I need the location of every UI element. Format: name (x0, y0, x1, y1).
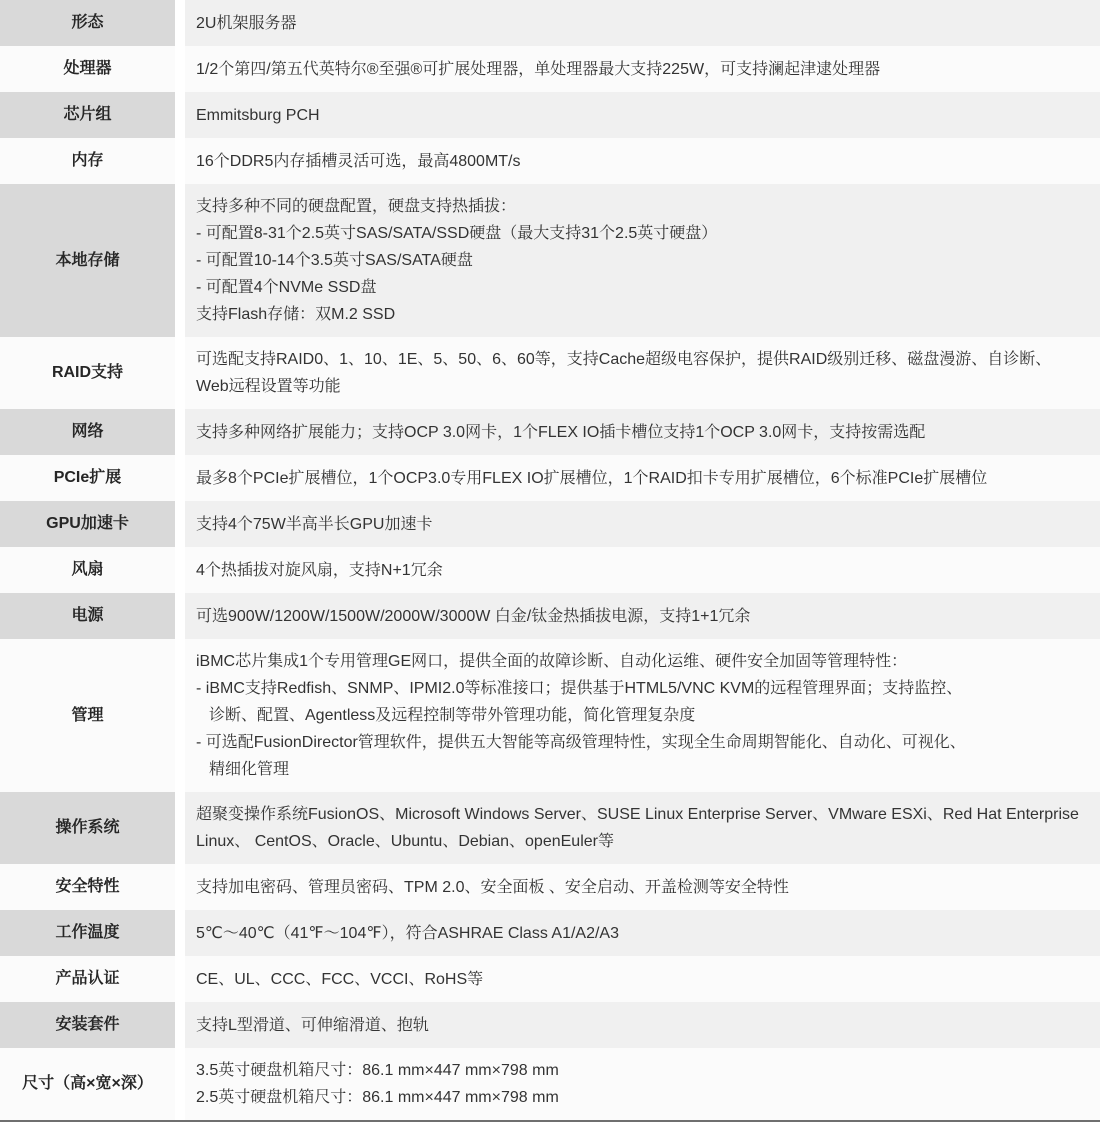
column-gutter (175, 92, 185, 138)
spec-value-line: 超聚变操作系统FusionOS、Microsoft Windows Server、SUSE Linux Enterprise Server、VMware ESXi、Red Hat Enterprise Linux、 CentOS、Oracle、Ubuntu、Debian、openEuler等 (196, 806, 1079, 850)
spec-value-line: iBMC芯片集成1个专用管理GE网口，提供全面的故障诊断、自动化运维、硬件安全加固等管理特性： (196, 653, 908, 670)
spec-value-line: 支持Flash存储：双M.2 SSD (196, 306, 396, 323)
spec-value (185, 1048, 1100, 1120)
column-gutter (175, 910, 185, 956)
column-gutter (175, 455, 185, 501)
row-management (0, 639, 1100, 792)
spec-label: 安全特性 (0, 864, 175, 910)
spec-value-line: 可选900W/1200W/1500W/2000W/3000W 白金/钛金热插拔电源，支持1+1冗余 (196, 607, 751, 625)
spec-value-line: 3.5英寸硬盘机箱尺寸：86.1 mm×447 mm×798 mm (196, 1062, 559, 1079)
row-network (0, 409, 1100, 455)
row-dimensions (0, 1048, 1100, 1120)
spec-label: 产品认证 (0, 956, 175, 1002)
spec-label: 芯片组 (0, 92, 175, 138)
row-form-factor (0, 0, 1100, 46)
row-local-storage (0, 184, 1100, 337)
column-gutter (175, 1048, 185, 1120)
spec-value-line: 诊断、配置、Agentless及远程控制等带外管理功能，简化管理复杂度 (209, 707, 696, 724)
row-gpu-accelerator (0, 501, 1100, 547)
spec-value-line: 4个热插拔对旋风扇，支持N+1冗余 (196, 561, 443, 579)
column-gutter (175, 792, 185, 864)
spec-label: 尺寸（高×宽×深） (0, 1048, 175, 1120)
spec-value (185, 639, 1100, 792)
column-gutter (175, 46, 185, 92)
spec-label: 形态 (0, 0, 175, 46)
spec-label: 本地存储 (0, 184, 175, 337)
spec-value (185, 409, 1100, 455)
spec-value-line: 支持多种网络扩展能力；支持OCP 3.0网卡，1个FLEX IO插卡槽位支持1个OCP 3.0网卡，支持按需选配 (196, 423, 926, 441)
spec-value-line: - 可配置10-14个3.5英寸SAS/SATA硬盘 (196, 252, 473, 269)
spec-label: 风扇 (0, 547, 175, 593)
spec-label: 管理 (0, 639, 175, 792)
spec-value-line: 2.5英寸硬盘机箱尺寸：86.1 mm×447 mm×798 mm (196, 1089, 559, 1106)
row-certifications (0, 956, 1100, 1002)
spec-value (185, 910, 1100, 956)
row-pcie-expansion (0, 455, 1100, 501)
spec-label: PCIe扩展 (0, 455, 175, 501)
spec-value-line: 2U机架服务器 (196, 14, 297, 32)
row-mounting-kit (0, 1002, 1100, 1048)
spec-value-line: - 可配置4个NVMe SSD盘 (196, 279, 377, 296)
row-processor (0, 46, 1100, 92)
spec-value-line: 精细化管理 (209, 761, 290, 778)
spec-value-line: 5℃～40℃（41℉～104℉），符合ASHRAE Class A1/A2/A3 (196, 924, 619, 942)
spec-value (185, 455, 1100, 501)
spec-value (185, 92, 1100, 138)
column-gutter (175, 956, 185, 1002)
spec-value-line: 可选配支持RAID0、1、10、1E、5、50、6、60等，支持Cache超级电容保护，提供RAID级别迁移、磁盘漫游、自诊断、Web远程设置等功能 (196, 351, 1052, 395)
spec-value (185, 0, 1100, 46)
column-gutter (175, 864, 185, 910)
row-security-features (0, 864, 1100, 910)
column-gutter (175, 501, 185, 547)
column-gutter (175, 639, 185, 792)
spec-value (185, 792, 1100, 864)
row-operating-temperature (0, 910, 1100, 956)
column-gutter (175, 184, 185, 337)
spec-value-line: - iBMC支持Redfish、SNMP、IPMI2.0等标准接口；提供基于HTML5/VNC KVM的远程管理界面；支持监控、 (196, 680, 963, 697)
spec-label: 内存 (0, 138, 175, 184)
spec-value-line: - 可配置8-31个2.5英寸SAS/SATA/SSD硬盘（最大支持31个2.5英寸硬盘） (196, 225, 718, 242)
spec-label: 操作系统 (0, 792, 175, 864)
spec-value-line: 支持加电密码、管理员密码、TPM 2.0、安全面板 、安全启动、开盖检测等安全特性 (196, 878, 789, 896)
row-memory (0, 138, 1100, 184)
column-gutter (175, 593, 185, 639)
row-power-supply (0, 593, 1100, 639)
spec-value (185, 547, 1100, 593)
spec-value (185, 593, 1100, 639)
spec-value (185, 184, 1100, 337)
spec-value-line: 1/2个第四/第五代英特尔®至强®可扩展处理器，单处理器最大支持225W，可支持澜起津逮处理器 (196, 60, 881, 78)
spec-value-line: 16个DDR5内存插槽灵活可选，最高4800MT/s (196, 152, 521, 170)
column-gutter (175, 409, 185, 455)
column-gutter (175, 1002, 185, 1048)
row-chipset (0, 92, 1100, 138)
spec-label: GPU加速卡 (0, 501, 175, 547)
spec-value-line: - 可选配FusionDirector管理软件，提供五大智能等高级管理特性，实现全生命周期智能化、自动化、可视化、 (196, 734, 966, 751)
spec-value-line: Emmitsburg PCH (196, 106, 320, 124)
spec-label: 处理器 (0, 46, 175, 92)
spec-value-line: CE、UL、CCC、FCC、VCCI、RoHS等 (196, 970, 484, 988)
spec-value-line: 最多8个PCIe扩展槽位，1个OCP3.0专用FLEX IO扩展槽位，1个RAID扣卡专用扩展槽位，6个标准PCIe扩展槽位 (196, 469, 988, 487)
spec-value (185, 864, 1100, 910)
column-gutter (175, 0, 185, 46)
spec-value (185, 46, 1100, 92)
column-gutter (175, 138, 185, 184)
spec-value (185, 337, 1100, 409)
spec-value (185, 501, 1100, 547)
spec-value (185, 138, 1100, 184)
spec-value-line: 支持4个75W半高半长GPU加速卡 (196, 515, 433, 533)
spec-label: 电源 (0, 593, 175, 639)
spec-label: 网络 (0, 409, 175, 455)
spec-value-line: 支持L型滑道、可伸缩滑道、抱轨 (196, 1016, 429, 1034)
row-fans (0, 547, 1100, 593)
column-gutter (175, 337, 185, 409)
spec-label: 工作温度 (0, 910, 175, 956)
column-gutter (175, 547, 185, 593)
spec-value-line: 支持多种不同的硬盘配置，硬盘支持热插拔： (196, 198, 517, 215)
spec-label: 安装套件 (0, 1002, 175, 1048)
spec-value (185, 956, 1100, 1002)
spec-value (185, 1002, 1100, 1048)
row-raid-support (0, 337, 1100, 409)
spec-label: RAID支持 (0, 337, 175, 409)
row-operating-system (0, 792, 1100, 864)
